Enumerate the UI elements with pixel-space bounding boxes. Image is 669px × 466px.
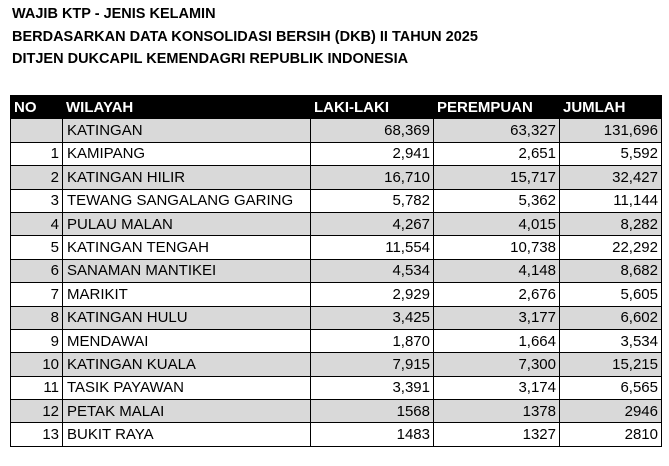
row-laki-laki-cell: 1,870 <box>311 329 434 352</box>
row-wilayah-cell: PETAK MALAI <box>63 400 311 423</box>
row-no-cell: 6 <box>11 259 63 282</box>
row-jumlah-cell: 15,215 <box>560 353 662 376</box>
row-jumlah-cell: 2946 <box>560 400 662 423</box>
table-row <box>11 259 662 282</box>
row-laki-laki-cell: 2,929 <box>311 283 434 306</box>
row-jumlah-cell: 2810 <box>560 423 662 446</box>
row-wilayah-cell: PULAU MALAN <box>63 212 311 235</box>
row-no-cell: 10 <box>11 353 63 376</box>
row-laki-laki-cell: 68,369 <box>311 119 434 142</box>
row-laki-laki-cell: 3,391 <box>311 376 434 399</box>
row-jumlah-cell: 22,292 <box>560 236 662 259</box>
table-header <box>11 96 662 119</box>
row-no-cell: 11 <box>11 376 63 399</box>
row-wilayah-cell: SANAMAN MANTIKEI <box>63 259 311 282</box>
row-wilayah-cell: BUKIT RAYA <box>63 423 311 446</box>
row-perempuan-cell: 1378 <box>434 400 560 423</box>
row-perempuan-cell: 4,015 <box>434 212 560 235</box>
population-table <box>10 95 662 447</box>
row-laki-laki-cell: 5,782 <box>311 189 434 212</box>
table-row <box>11 329 662 352</box>
row-perempuan-cell: 10,738 <box>434 236 560 259</box>
row-jumlah-cell: 5,605 <box>560 283 662 306</box>
row-no-cell: 9 <box>11 329 63 352</box>
row-laki-laki-cell: 3,425 <box>311 306 434 329</box>
row-jumlah-cell: 5,592 <box>560 142 662 165</box>
row-perempuan-cell: 63,327 <box>434 119 560 142</box>
table-row <box>11 400 662 423</box>
table-row <box>11 423 662 446</box>
row-no-cell: 7 <box>11 283 63 306</box>
row-laki-laki-cell: 16,710 <box>311 166 434 189</box>
row-jumlah-cell: 32,427 <box>560 166 662 189</box>
row-jumlah-cell: 8,682 <box>560 259 662 282</box>
row-no-cell: 8 <box>11 306 63 329</box>
row-no-cell: 3 <box>11 189 63 212</box>
row-wilayah-cell: KATINGAN TENGAH <box>63 236 311 259</box>
report-title-line-1: WAJIB KTP - JENIS KELAMIN <box>12 6 216 22</box>
header-wilayah: WILAYAH <box>63 96 311 119</box>
row-wilayah-cell: KATINGAN HILIR <box>63 166 311 189</box>
table-row <box>11 119 662 142</box>
row-laki-laki-cell: 4,267 <box>311 212 434 235</box>
table-row <box>11 189 662 212</box>
row-wilayah-cell: MARIKIT <box>63 283 311 306</box>
row-wilayah-cell: TEWANG SANGALANG GARING <box>63 189 311 212</box>
row-no-cell: 1 <box>11 142 63 165</box>
header-row <box>11 96 662 119</box>
table-row <box>11 166 662 189</box>
row-perempuan-cell: 4,148 <box>434 259 560 282</box>
row-no-cell: 2 <box>11 166 63 189</box>
row-wilayah-cell: KATINGAN HULU <box>63 306 311 329</box>
row-perempuan-cell: 5,362 <box>434 189 560 212</box>
row-jumlah-cell: 3,534 <box>560 329 662 352</box>
row-wilayah-cell: MENDAWAI <box>63 329 311 352</box>
row-wilayah-cell: KAMIPANG <box>63 142 311 165</box>
row-perempuan-cell: 2,651 <box>434 142 560 165</box>
row-laki-laki-cell: 1483 <box>311 423 434 446</box>
table-row <box>11 142 662 165</box>
row-perempuan-cell: 1327 <box>434 423 560 446</box>
row-jumlah-cell: 6,565 <box>560 376 662 399</box>
row-perempuan-cell: 7,300 <box>434 353 560 376</box>
row-wilayah-cell: TASIK PAYAWAN <box>63 376 311 399</box>
table-row <box>11 212 662 235</box>
header-jumlah: JUMLAH <box>560 96 662 119</box>
row-jumlah-cell: 131,696 <box>560 119 662 142</box>
table-row <box>11 376 662 399</box>
row-laki-laki-cell: 7,915 <box>311 353 434 376</box>
row-no-cell <box>11 119 63 142</box>
row-no-cell: 4 <box>11 212 63 235</box>
row-perempuan-cell: 3,177 <box>434 306 560 329</box>
row-laki-laki-cell: 1568 <box>311 400 434 423</box>
table-row <box>11 353 662 376</box>
row-wilayah-cell: KATINGAN <box>63 119 311 142</box>
row-jumlah-cell: 6,602 <box>560 306 662 329</box>
row-no-cell: 12 <box>11 400 63 423</box>
header-perempuan: PEREMPUAN <box>434 96 560 119</box>
table-body <box>11 119 662 446</box>
row-perempuan-cell: 3,174 <box>434 376 560 399</box>
report-title-block <box>12 3 478 71</box>
header-no: NO <box>11 96 63 119</box>
row-jumlah-cell: 11,144 <box>560 189 662 212</box>
table-row <box>11 236 662 259</box>
row-no-cell: 13 <box>11 423 63 446</box>
row-no-cell: 5 <box>11 236 63 259</box>
row-wilayah-cell: KATINGAN KUALA <box>63 353 311 376</box>
table-row <box>11 306 662 329</box>
row-perempuan-cell: 1,664 <box>434 329 560 352</box>
report-title-line-3: DITJEN DUKCAPIL KEMENDAGRI REPUBLIK INDONESIA <box>12 51 409 67</box>
report-title-line-2: BERDASARKAN DATA KONSOLIDASI BERSIH (DKB) II TAHUN 2025 <box>12 28 478 45</box>
row-perempuan-cell: 15,717 <box>434 166 560 189</box>
row-laki-laki-cell: 11,554 <box>311 236 434 259</box>
row-laki-laki-cell: 2,941 <box>311 142 434 165</box>
header-laki-laki: LAKI-LAKI <box>311 96 434 119</box>
table-row <box>11 283 662 306</box>
row-laki-laki-cell: 4,534 <box>311 259 434 282</box>
row-jumlah-cell: 8,282 <box>560 212 662 235</box>
row-perempuan-cell: 2,676 <box>434 283 560 306</box>
